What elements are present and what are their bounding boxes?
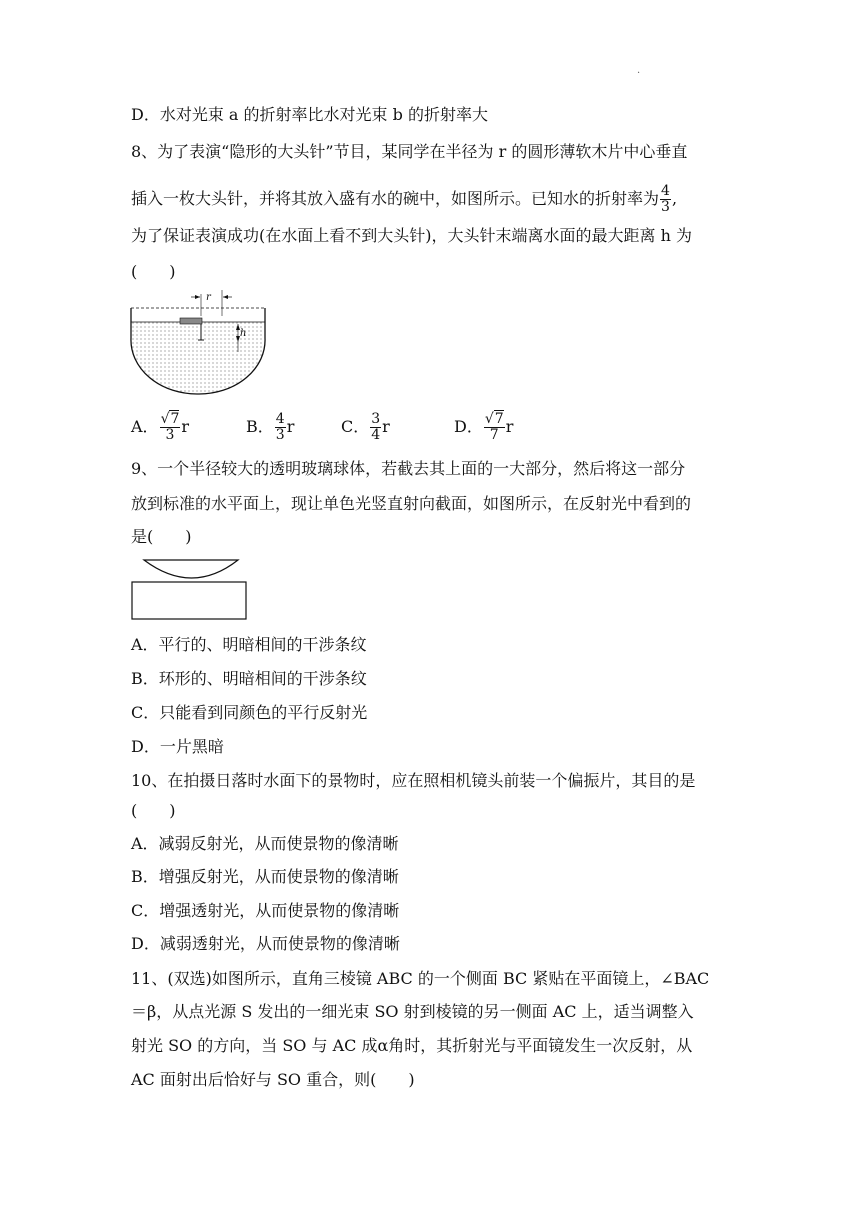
q8-option-a bbox=[131, 412, 189, 443]
radicand: 7 bbox=[170, 411, 180, 427]
denominator: 4 bbox=[371, 427, 381, 443]
option-fraction bbox=[275, 412, 286, 443]
option-tail: r bbox=[181, 417, 190, 436]
q10-line-2: ( ) bbox=[131, 801, 176, 820]
denominator: 7 bbox=[489, 427, 499, 443]
q8-line-3: 为了保证表演成功(在水面上看不到大头针)，大头针末端离水面的最大距离 h 为 bbox=[131, 226, 692, 245]
denominator: 3 bbox=[165, 427, 175, 443]
option-fraction: $\frac{√7}{3}$ bbox=[160, 411, 180, 443]
q11-line-1: 11、(双选)如图所示，直角三棱镜 ABC 的一个侧面 BC 紧贴在平面镜上，∠BAC bbox=[131, 969, 710, 988]
q8-line-2 bbox=[131, 184, 677, 215]
q10-line-1: 10、在拍摄日落时水面下的景物时，应在照相机镜头前装一个偏振片，其目的是 bbox=[131, 771, 696, 790]
q8-line-4: ( ) bbox=[131, 262, 176, 281]
q8-option-b bbox=[246, 412, 294, 443]
figure-label-r: r bbox=[206, 292, 211, 303]
figure-label-h: h bbox=[240, 328, 247, 339]
option-letter: A． bbox=[131, 417, 159, 436]
q8-line-2-text: 插入一枚大头针，并将其放入盛有水的碗中，如图所示。已知水的折射率为 bbox=[131, 189, 660, 208]
q8-option-c bbox=[341, 412, 390, 443]
numerator: 4 bbox=[275, 411, 285, 427]
q9-option-d: D．一片黑暗 bbox=[131, 737, 224, 756]
q8-line-2-tail: , bbox=[671, 189, 678, 208]
option-tail: r bbox=[382, 417, 390, 436]
header-mark: · bbox=[637, 68, 641, 79]
q10-option-d: D．减弱透射光，从而使景物的像清晰 bbox=[131, 934, 400, 953]
q7-option-d: D．水对光束 a 的折射率比水对光束 b 的折射率大 bbox=[131, 105, 488, 124]
option-fraction bbox=[370, 412, 381, 443]
bowl-figure bbox=[128, 286, 268, 398]
lens-on-flat-figure bbox=[130, 556, 250, 622]
numerator: 3 bbox=[371, 411, 381, 427]
option-letter: C． bbox=[341, 417, 370, 436]
q9-option-c: C．只能看到同颜色的平行反射光 bbox=[131, 703, 368, 722]
fraction-numerator: 4 bbox=[661, 183, 670, 199]
q10-option-a: A．减弱反射光，从而使景物的像清晰 bbox=[131, 834, 399, 853]
q8-option-d bbox=[454, 412, 513, 443]
q11-line-4: AC 面射出后恰好与 SO 重合，则( ) bbox=[131, 1070, 415, 1089]
q11-line-3: 射光 SO 的方向，当 SO 与 AC 成α角时，其折射光与平面镜发生一次反射，从 bbox=[131, 1036, 693, 1055]
option-tail: r bbox=[505, 417, 514, 436]
denominator: 3 bbox=[275, 427, 285, 443]
q11-line-2: ＝β，从点光源 S 发出的一细光束 SO 射到棱镜的另一侧面 AC 上，适当调整入 bbox=[131, 1002, 694, 1021]
q10-option-c: C．增强透射光，从而使景物的像清晰 bbox=[131, 901, 400, 920]
option-tail: r bbox=[286, 417, 295, 436]
option-letter: D． bbox=[454, 417, 483, 436]
radicand: 7 bbox=[494, 411, 504, 427]
q10-option-b: B．增强反射光，从而使景物的像清晰 bbox=[131, 867, 399, 886]
fraction-denominator: 3 bbox=[661, 199, 670, 215]
option-letter: B． bbox=[246, 417, 274, 436]
q9-line-3: 是( ) bbox=[131, 527, 192, 546]
q9-option-a: A．平行的、明暗相间的干涉条纹 bbox=[131, 635, 367, 654]
refractive-index-fraction bbox=[660, 184, 671, 215]
option-fraction: $\frac{√7}{7}$ bbox=[484, 411, 504, 443]
q9-line-1: 9、一个半径较大的透明玻璃球体，若截去其上面的一大部分，然后将这一部分 bbox=[131, 459, 686, 478]
q9-option-b: B．环形的、明暗相间的干涉条纹 bbox=[131, 669, 367, 688]
q8-line-1: 8、为了表演“隐形的大头针”节目，某同学在半径为 r 的圆形薄软木片中心垂直 bbox=[131, 142, 688, 161]
q9-line-2: 放到标准的水平面上，现让单色光竖直射向截面，如图所示，在反射光中看到的 bbox=[131, 494, 692, 513]
